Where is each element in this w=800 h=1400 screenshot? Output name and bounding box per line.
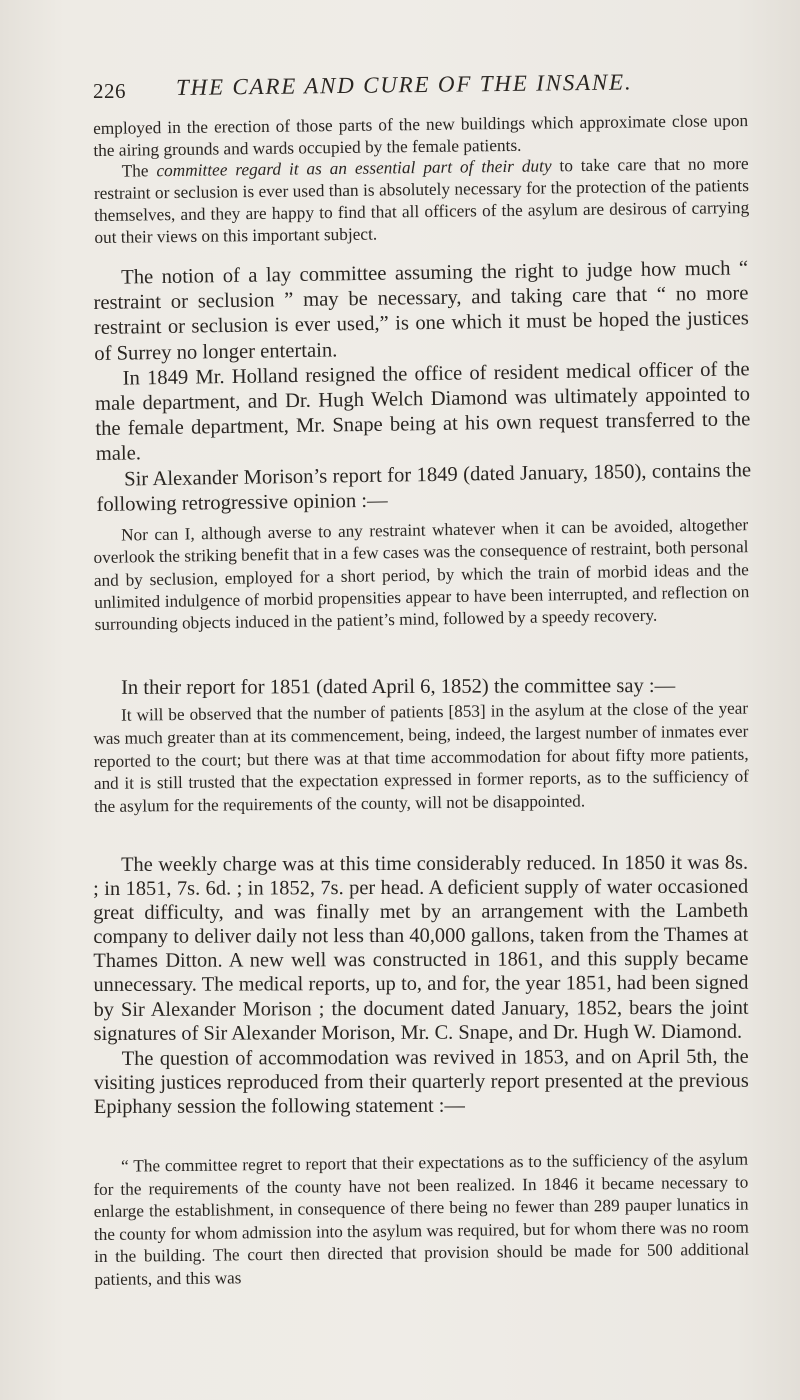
body-section-1	[93, 256, 752, 518]
page-header	[93, 69, 773, 106]
quote-paragraph: Nor can I, although averse to any restraint whatever when it can be avoided, altogether overlook the striking benefit that in a few cases was the consequence of restraint, both personal and by seclusion, employed for a short period, by which the train of morbid ideas and the unlimited indulgence of morbid propensities appear to have been interrupted, and reflection on surrounding objects induced in the patient’s mind, followed by a speedy recovery.	[93, 515, 750, 635]
quote-text: to take care that no more restraint or seclusion is ever used than is absolutely necessary for the protection of the patients themselves, and they are happy to find that all officers of the asylum are desirous of carrying out their views on this important subject.	[93, 154, 750, 247]
body-section-3	[93, 851, 749, 1119]
body-paragraph: The question of accommodation was revived in 1853, and on April 5th, the visiting justices reproduced from their quarterly report presented at the previous Epiphany session the following statement :—	[93, 1045, 749, 1118]
quote-paragraph: It will be observed that the number of patients [853] in the asylum at the close of the year was much greater than at its commencement, being, indeed, the largest number of inmates ever reported to the court; but there was at that time accommodation for about fifty more patients, and it is still trusted that the expectation expressed in former reports, as to the sufficiency of the asylum for the requirements of the county, will not be disappointed.	[93, 698, 749, 817]
body-paragraph: Sir Alexander Morison’s report for 1849 (dated January, 1850), contains the following retrogressive opinion :—	[96, 458, 752, 516]
quote-paragraph: employed in the erection of those parts of the new buildings which approximate close upon the airing grounds and wards occupied by the female patients.	[93, 110, 749, 160]
running-title: THE CARE AND CURE OF THE INSANE.	[175, 69, 633, 100]
quote-paragraph: “ The committee regret to report that their expectations as to the sufficiency of the asylum for the requirements of the county have not been realized. In 1846 it became necessary to enlarge the establishment, in consequence of there being no fewer than 289 pauper lunatics in the county for whom admission into the asylum was required, but for whom there was no room in the building. The court then directed that provision should be made for 500 additional patients, and this was	[93, 1149, 750, 1289]
quote-text: The	[121, 161, 157, 182]
body-section-2	[93, 674, 748, 701]
body-paragraph: The weekly charge was at this time considerably reduced. In 1850 it was 8s. ; in 1851, 7s. 6d. ; in 1852, 7s. per head. A deficient supply of water occasioned great difficulty, and was finally met by an arrangement with the Lambeth company to deliver daily not less than 40,000 gallons, taken from the Thames at Thames Ditton. A new well was constructed in 1861, and this supply became unnecessary. The medical reports, up to, and for, the year 1851, had been signed by Sir Alexander Morison ; the document dated January, 1852, bears the joint signatures of Sir Alexander Morison, Mr. C. Snape, and Dr. Hugh W. Diamond.	[93, 851, 749, 1045]
quoted-committee-statement	[93, 1149, 749, 1292]
quoted-committee-report	[93, 110, 750, 248]
body-paragraph: In their report for 1851 (dated April 6, 1852) the committee say :—	[121, 674, 676, 699]
body-paragraph: The notion of a lay committee assuming the right to judge how much “ restraint or seclusion ” may be necessary, and taking care that “ no more restraint or seclusion is ever used,” is one which it must be hoped the justices of Surrey no longer entertain.	[93, 257, 750, 365]
page-number: 226	[93, 79, 126, 103]
quoted-committee-1851	[93, 698, 749, 819]
body-paragraph: In 1849 Mr. Holland resigned the office of resident medical officer of the male department, and Dr. Hugh Welch Diamond was ultimately appointed to the female department, Mr. Snape being at his own request transferred to the male.	[94, 358, 751, 466]
italic-emphasis: committee regard it as an essential part of their duty	[156, 156, 552, 181]
quote-paragraph	[94, 153, 750, 248]
quoted-morison-opinion	[93, 514, 750, 636]
